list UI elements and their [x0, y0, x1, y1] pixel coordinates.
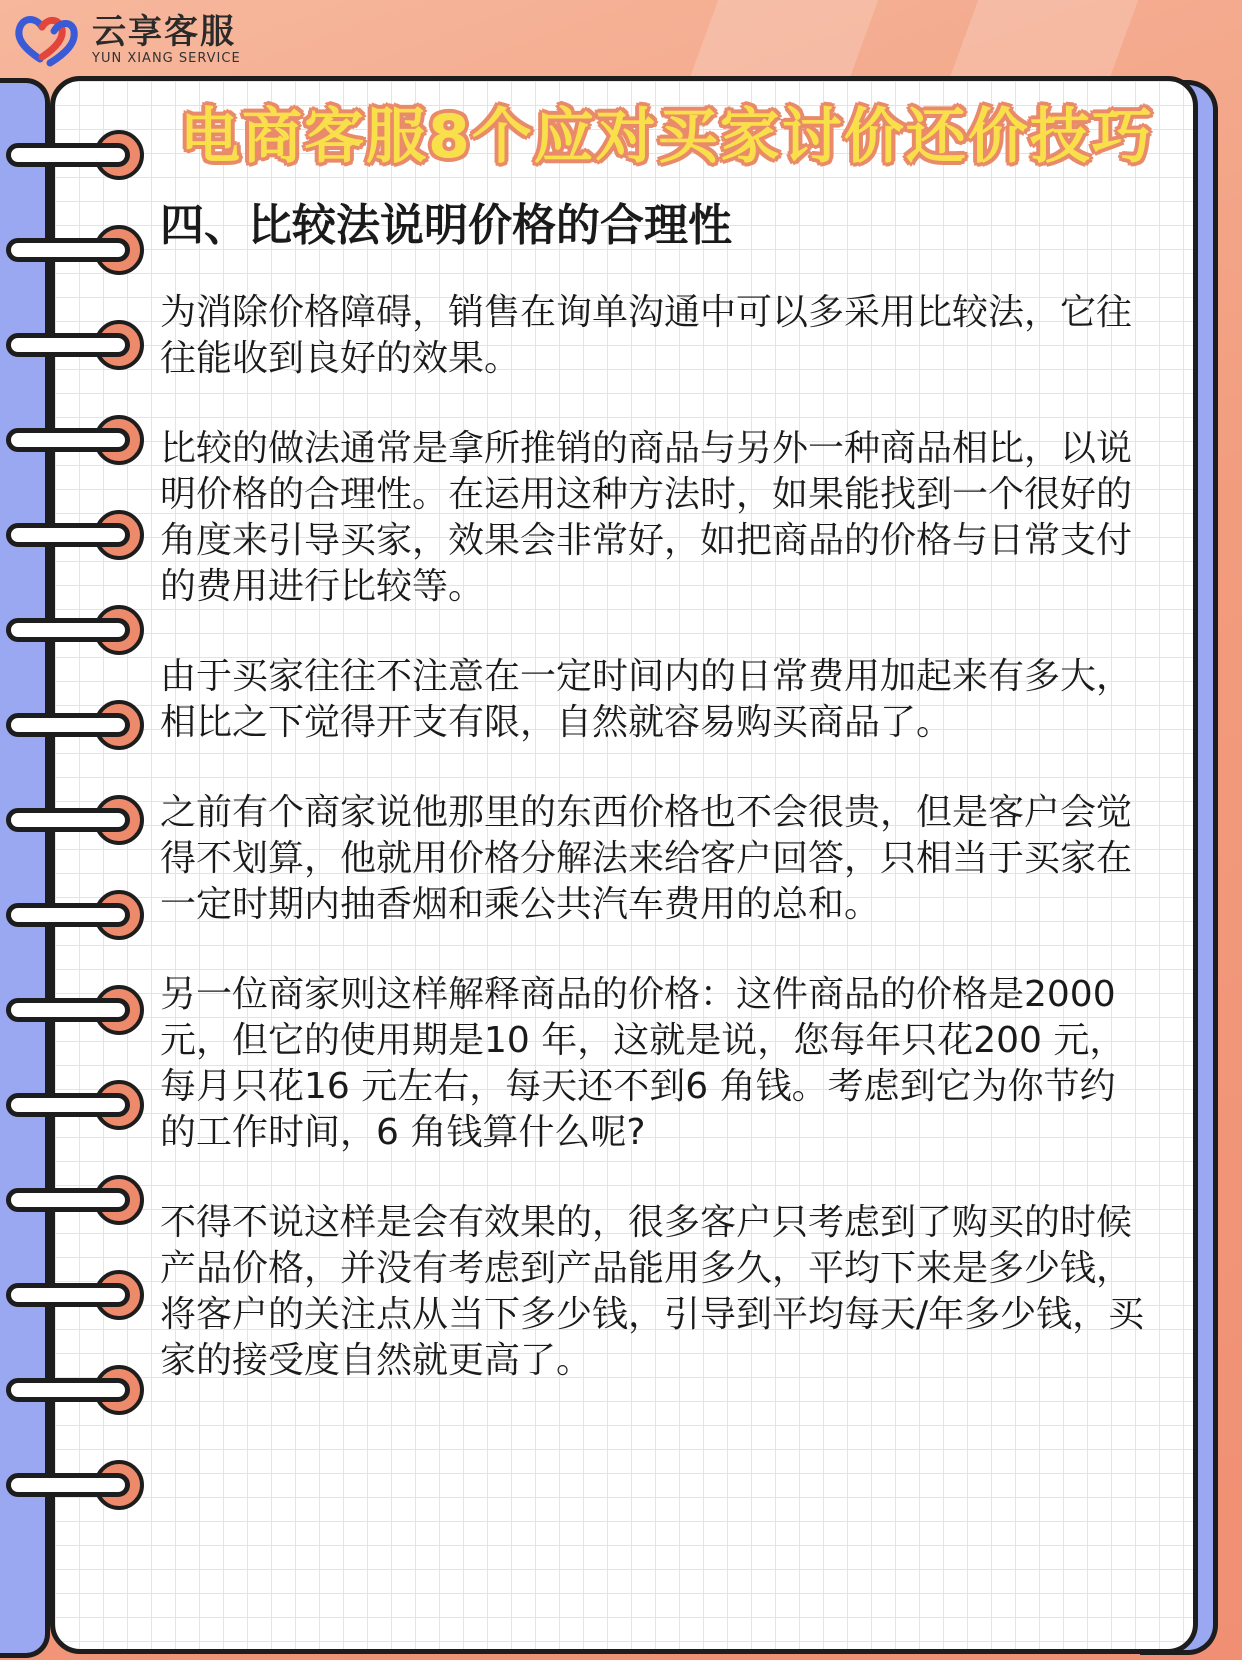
page-title: 电商客服8个应对买家讨价还价技巧 [180, 102, 1154, 172]
binder-ring-icon [6, 1365, 146, 1415]
binder-ring-icon [6, 320, 146, 370]
article-body [160, 290, 1150, 1428]
section-heading: 四、比较法说明价格的合理性 [160, 200, 732, 251]
binder-ring-icon [6, 985, 146, 1035]
binder-ring-icon [6, 795, 146, 845]
brand-logo [12, 6, 241, 72]
paragraph: 比较的做法通常是拿所推销的商品与另外一种商品相比，以说明价格的合理性。在运用这种方法时，如果能找到一个很好的角度来引导买家，效果会非常好，如把商品的价格与日常支付的费用进行比较等。 [160, 428, 1133, 607]
paragraph: 不得不说这样是会有效果的，很多客户只考虑到了购买的时候产品价格，并没有考虑到产品能用多久，平均下来是多少钱，将客户的关注点从当下多少钱，引导到平均每天/年多少钱，买家的接受度自然就更高了。 [160, 1202, 1145, 1381]
paragraph: 另一位商家则这样解释商品的价格：这件商品的价格是2000元，但它的使用期是10 年，这就是说，您每年只花200 元，每月只花16 元左右，每天还不到6 角钱。考虑到它为你节约的工作时间，6 角钱算什么呢? [160, 974, 1126, 1153]
brand-name: 云享客服 [92, 11, 236, 52]
binder-ring-icon [6, 1270, 146, 1320]
binder-ring-icon [6, 1460, 146, 1510]
paragraph: 之前有个商家说他那里的东西价格也不会很贵，但是客户会觉得不划算，他就用价格分解法来给客户回答，只相当于买家在一定时期内抽香烟和乘公共汽车费用的总和。 [160, 792, 1133, 925]
binder-ring-icon [6, 700, 146, 750]
binder-ring-icon [6, 605, 146, 655]
binder-ring-icon [6, 415, 146, 465]
binder-ring-icon [6, 890, 146, 940]
binder-ring-icon [6, 130, 146, 180]
binder-ring-icon [6, 1080, 146, 1130]
paragraph: 由于买家往往不注意在一定时间内的日常费用加起来有多大，相比之下觉得开支有限，自然就容易购买商品了。 [160, 656, 1133, 743]
interlocking-hearts-icon [12, 9, 82, 69]
binder-ring-icon [6, 225, 146, 275]
notebook-back-cover-left [0, 78, 50, 1658]
brand-tagline: YUN XIANG SERVICE [92, 50, 241, 66]
binder-ring-icon [6, 510, 146, 560]
paragraph: 为消除价格障碍，销售在询单沟通中可以多采用比较法，它往往能收到良好的效果。 [160, 292, 1133, 379]
binder-ring-icon [6, 1175, 146, 1225]
